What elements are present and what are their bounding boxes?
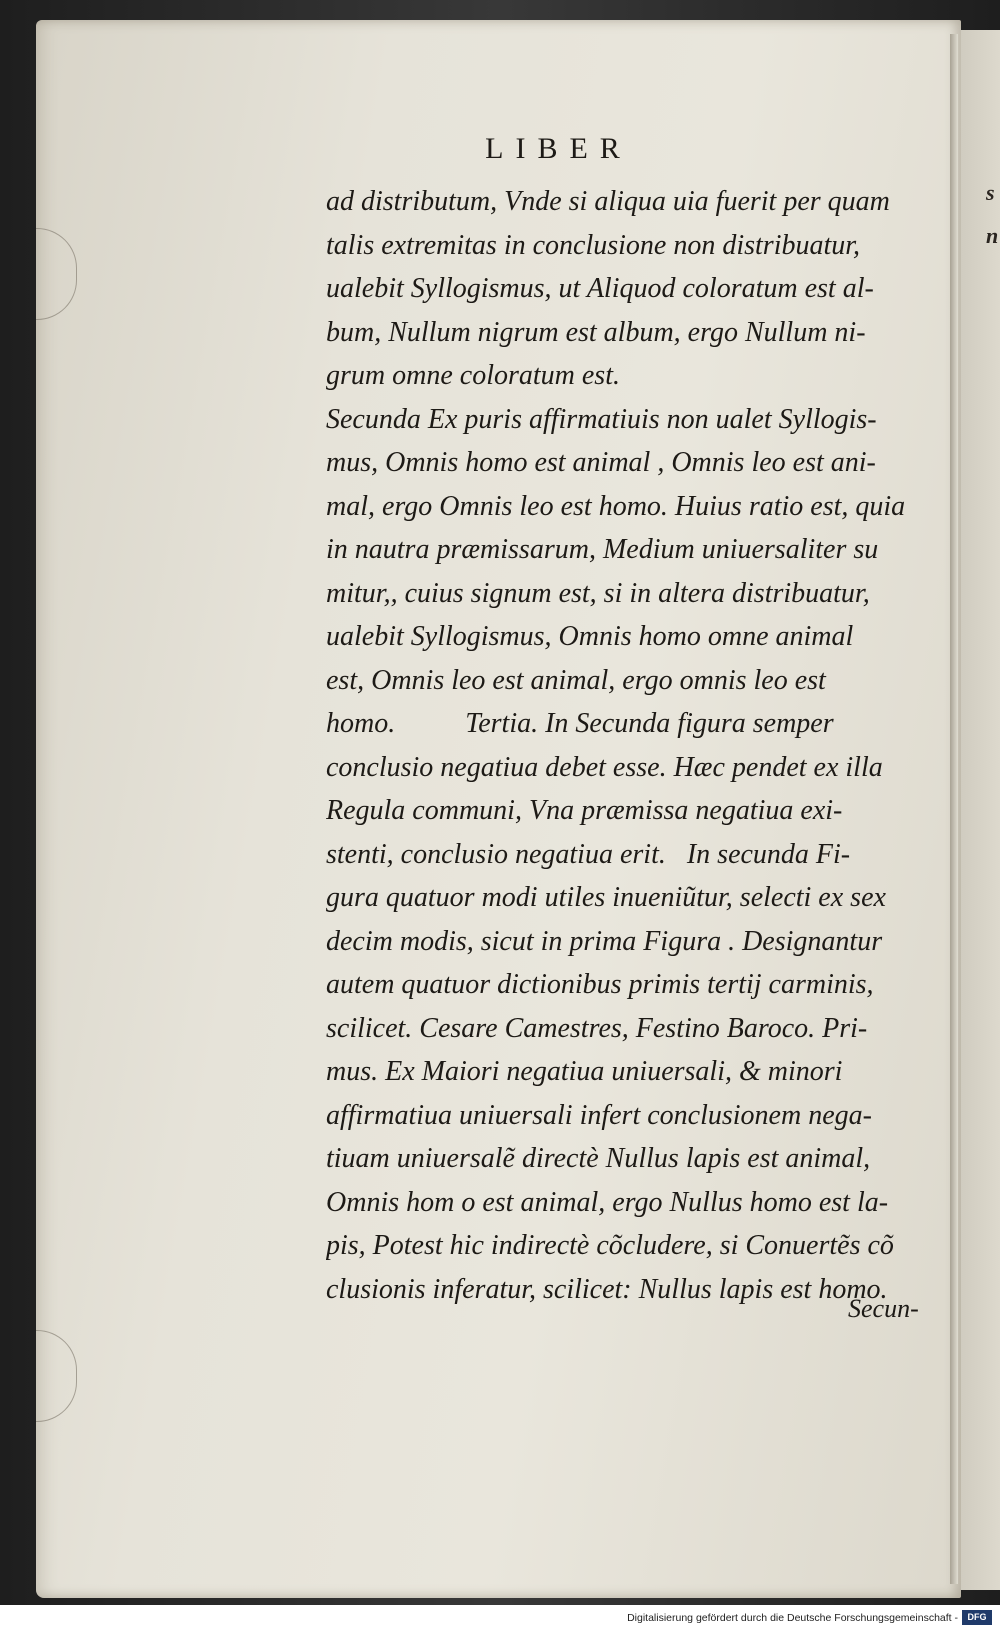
facing-page-fragment: n	[986, 223, 999, 248]
text-line: in nautra præmissarum, Medium uniuersaliter su	[326, 534, 879, 565]
text-line: affirmatiua uniuersali infert conclusionem nega-	[326, 1099, 872, 1131]
text-line: conclusio negatiua debet esse. Hæc pendet ex illa	[326, 751, 883, 783]
catchword: Secun-	[848, 1294, 919, 1323]
text-line: talis extremitas in conclusione non distribuatur,	[326, 229, 861, 261]
text-line: ad distributum, Vnde si aliqua uia fuerit per quam	[326, 186, 890, 217]
book-page	[36, 20, 961, 1598]
text-line: decim modis, sicut in prima Figura . Designantur	[326, 925, 883, 957]
dfg-logo: DFG	[962, 1610, 992, 1625]
text-line: ualebit Syllogismus, ut Aliquod coloratum est al-	[326, 273, 874, 304]
text-line: mal, ergo Omnis leo est homo. Huius ratio est, quia	[326, 490, 906, 522]
text-line: mus. Ex Maiori negatiua uniuersali, & minori	[326, 1056, 843, 1087]
text-line: bum, Nullum nigrum est album, ergo Nullum ni-	[326, 316, 866, 348]
funding-notice: Digitalisierung gefördert durch die Deutsche Forschungsgemeinschaft -	[627, 1612, 958, 1624]
text-line: ualebit Syllogismus, Omnis homo omne animal	[326, 621, 854, 652]
facing-page-fragment: s	[986, 180, 995, 205]
text-line: homo. Tertia. In Secunda figura semper	[326, 708, 834, 739]
text-line: gura quatuor modi utiles inueniũtur, selecti ex sex	[326, 882, 886, 913]
text-line: clusionis inferatur, scilicet: Nullus lapis est homo.	[326, 1273, 888, 1305]
text-line: grum omne coloratum est.	[326, 360, 620, 391]
text-line: stenti, conclusio negatiua erit. In secunda Fi-	[326, 838, 851, 870]
text-line: mitur,, cuius signum est, si in altera distribuatur,	[326, 577, 870, 609]
binding-thread-mark	[36, 1330, 77, 1422]
running-header: LIBER	[485, 132, 632, 165]
text-line: Regula communi, Vna præmissa negatiua exi-	[326, 795, 843, 826]
text-line: tiuam uniuersalẽ directè Nullus lapis est animal,	[326, 1143, 871, 1174]
text-line: pis, Potest hic indirectè cõcludere, si Conuertẽs cõ	[326, 1230, 894, 1261]
text-line: scilicet. Cesare Camestres, Festino Baroco. Pri-	[326, 1012, 868, 1044]
text-line: Omnis hom o est animal, ergo Nullus homo est la-	[326, 1186, 889, 1218]
footer-bar	[0, 1605, 1000, 1632]
text-line: Secunda Ex puris affirmatiuis non ualet Syllogis-	[326, 403, 877, 435]
binding-thread-mark	[36, 228, 77, 320]
page-text	[326, 180, 946, 1311]
text-line: autem quatuor dictionibus primis tertij carminis,	[326, 969, 874, 1000]
page-fore-edge	[950, 34, 958, 1584]
text-line: mus, Omnis homo est animal , Omnis leo est ani-	[326, 447, 876, 478]
facing-page-edge	[958, 30, 1000, 1590]
text-line: est, Omnis leo est animal, ergo omnis leo est	[326, 664, 826, 696]
